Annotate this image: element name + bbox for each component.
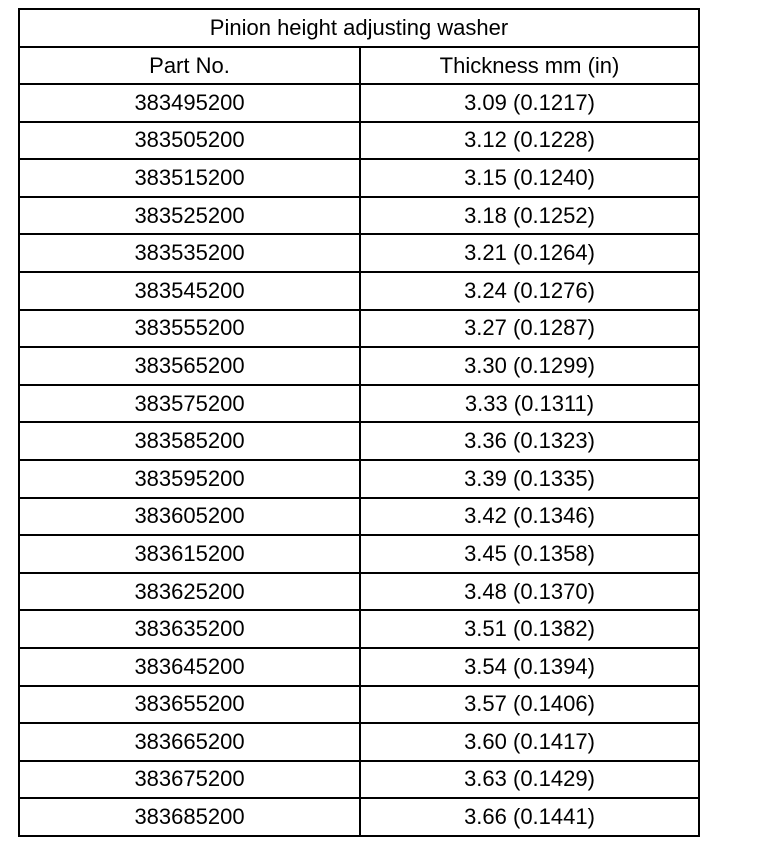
thickness-cell: 3.09 (0.1217) — [360, 84, 699, 122]
thickness-cell: 3.48 (0.1370) — [360, 573, 699, 611]
part-no-cell: 383605200 — [19, 498, 360, 536]
part-no-cell: 383565200 — [19, 347, 360, 385]
thickness-cell: 3.24 (0.1276) — [360, 272, 699, 310]
part-no-cell: 383585200 — [19, 422, 360, 460]
thickness-cell: 3.39 (0.1335) — [360, 460, 699, 498]
table-body — [19, 84, 699, 836]
thickness-cell: 3.36 (0.1323) — [360, 422, 699, 460]
part-no-cell: 383635200 — [19, 610, 360, 648]
part-no-cell: 383495200 — [19, 84, 360, 122]
table-row — [19, 272, 699, 310]
table-row — [19, 159, 699, 197]
thickness-cell: 3.57 (0.1406) — [360, 686, 699, 724]
thickness-cell: 3.54 (0.1394) — [360, 648, 699, 686]
washer-table — [18, 8, 700, 837]
part-no-cell: 383625200 — [19, 573, 360, 611]
table-row — [19, 422, 699, 460]
thickness-cell: 3.42 (0.1346) — [360, 498, 699, 536]
part-no-cell: 383645200 — [19, 648, 360, 686]
table-row — [19, 686, 699, 724]
thickness-cell: 3.12 (0.1228) — [360, 122, 699, 160]
thickness-cell: 3.66 (0.1441) — [360, 798, 699, 836]
table-row — [19, 573, 699, 611]
table-row — [19, 460, 699, 498]
thickness-cell: 3.60 (0.1417) — [360, 723, 699, 761]
table-row — [19, 498, 699, 536]
part-no-cell: 383665200 — [19, 723, 360, 761]
table-row — [19, 310, 699, 348]
table-row — [19, 122, 699, 160]
table-row — [19, 197, 699, 235]
table-row — [19, 347, 699, 385]
part-no-cell: 383505200 — [19, 122, 360, 160]
table-row — [19, 535, 699, 573]
table-row — [19, 798, 699, 836]
part-no-cell: 383685200 — [19, 798, 360, 836]
table-row — [19, 84, 699, 122]
thickness-cell: 3.33 (0.1311) — [360, 385, 699, 423]
thickness-cell: 3.51 (0.1382) — [360, 610, 699, 648]
thickness-cell: 3.63 (0.1429) — [360, 761, 699, 799]
table-row — [19, 610, 699, 648]
part-no-cell: 383575200 — [19, 385, 360, 423]
header-part-no: Part No. — [19, 47, 360, 84]
table-row — [19, 723, 699, 761]
part-no-cell: 383525200 — [19, 197, 360, 235]
part-no-cell: 383515200 — [19, 159, 360, 197]
table-title-row — [19, 9, 699, 47]
table-row — [19, 761, 699, 799]
thickness-cell: 3.27 (0.1287) — [360, 310, 699, 348]
part-no-cell: 383655200 — [19, 686, 360, 724]
thickness-cell: 3.30 (0.1299) — [360, 347, 699, 385]
part-no-cell: 383675200 — [19, 761, 360, 799]
header-thickness: Thickness mm (in) — [360, 47, 699, 84]
thickness-cell: 3.45 (0.1358) — [360, 535, 699, 573]
table-title: Pinion height adjusting washer — [19, 9, 699, 47]
part-no-cell: 383555200 — [19, 310, 360, 348]
part-no-cell: 383535200 — [19, 234, 360, 272]
table-row — [19, 648, 699, 686]
thickness-cell: 3.15 (0.1240) — [360, 159, 699, 197]
part-no-cell: 383615200 — [19, 535, 360, 573]
table-header-row — [19, 47, 699, 84]
part-no-cell: 383545200 — [19, 272, 360, 310]
part-no-cell: 383595200 — [19, 460, 360, 498]
thickness-cell: 3.18 (0.1252) — [360, 197, 699, 235]
table-row — [19, 385, 699, 423]
thickness-cell: 3.21 (0.1264) — [360, 234, 699, 272]
table-row — [19, 234, 699, 272]
